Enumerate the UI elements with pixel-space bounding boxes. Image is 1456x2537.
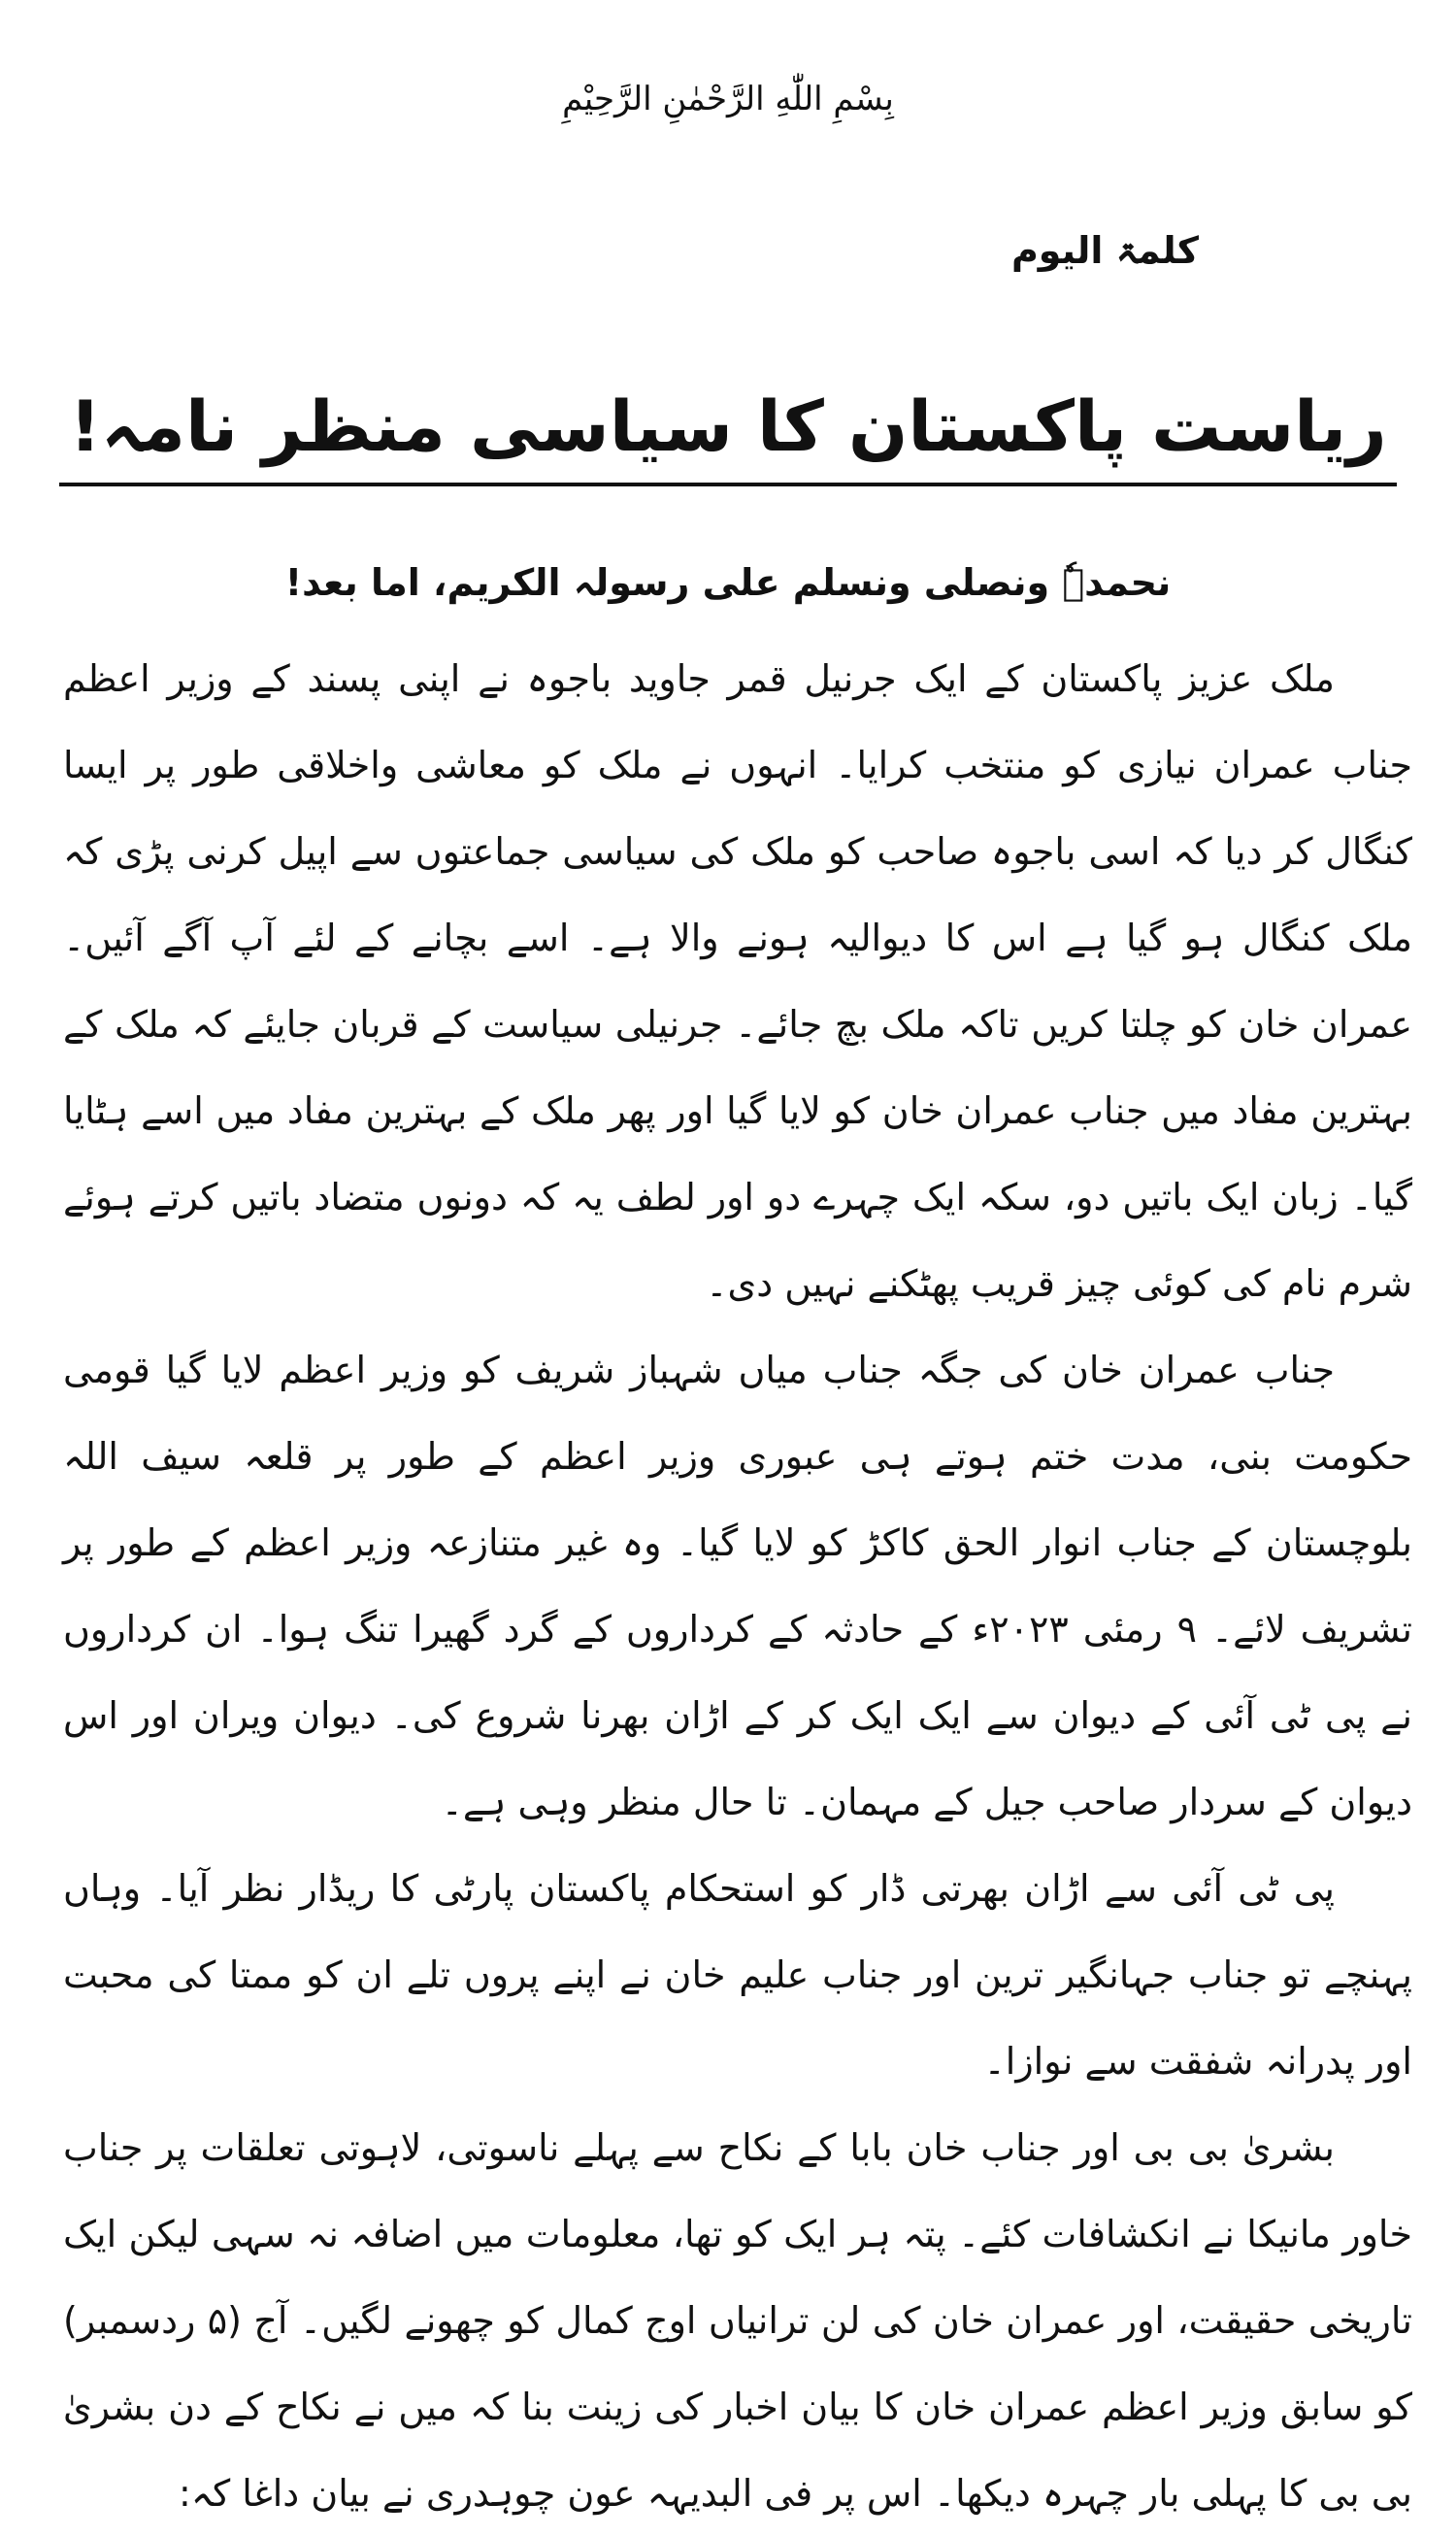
- paragraph: جناب عمران خان کی جگہ جناب میاں شہباز شریف کو وزیر اعظم لایا گیا قومی حکومت بنی، مدت ختم ہوتے ہی عبوری وزیر اعظم کے طور پر قلعہ سیف اللہ بلوچستان کے جناب انوار الحق کاکڑ کو لایا گیا۔ وہ غیر متنازعہ وزیر اعظم کے طور پر تشریف لائے۔ ۹ رمئی ۲۰۲۳ء کے حادثہ کے کرداروں کے گرد گھیرا تنگ ہوا۔ ان کرداروں نے پی ٹی آئی کے دیوان سے ایک ایک کر کے اڑان بھرنا شروع کی۔ دیوان ویران اور اس دیوان کے سردار صاحب جیل کے مہمان۔ تا حال منظر وہی ہے۔: [63, 1349, 1412, 1823]
- opening-greeting: نحمدہٗ ونصلی ونسلم علی رسولہ الکریم، اما بعد!: [284, 561, 1172, 604]
- article-title: ریاست پاکستان کا سیاسی منظر نامہ!: [59, 388, 1396, 486]
- paragraph: ملک عزیز پاکستان کے ایک جرنیل قمر جاوید باجوہ نے اپنی پسند کے وزیر اعظم جناب عمران نیازی کو منتخب کرایا۔ انہوں نے ملک کو معاشی واخلاقی طور پر ایسا کنگال کر دیا کہ اسی باجوہ صاحب کو ملک کی سیاسی جماعتوں سے اپیل کرنی پڑی کہ ملک کنگال ہو گیا ہے اس کا دیوالیہ ہونے والا ہے۔ اسے بچانے کے لئے آپ آگے آئیں۔ عمران خان کو چلتا کریں تاکہ ملک بچ جائے۔ جرنیلی سیاست کے قربان جایئے کہ ملک کے بہترین مفاد میں جناب عمران خان کو لایا گیا اور پھر ملک کے بہترین مفاد میں اسے ہٹایا گیا۔ زبان ایک باتیں دو، سکہ ایک چہرے دو اور لطف یہ کہ دونوں متضاد باتیں کرتے ہوئے شرم نام کی کوئی چیز قریب پھٹکنے نہیں دی۔: [63, 657, 1413, 1305]
- bismillah-calligraphy: بِسْمِ اللّٰهِ الرَّحْمٰنِ الرَّحِيْمِ: [562, 80, 894, 118]
- paragraph: بشریٰ بی بی اور جناب خان بابا کے نکاح سے پہلے ناسوتی، لاہوتی تعلقات پر جناب خاور مانیکا نے انکشافات کئے۔ پتہ ہر ایک کو تھا، معلومات میں اضافہ نہ سہی لیکن ایک تاریخی حقیقت، اور عمران خان کی لن ترانیاں اوج کمال کو چھونے لگیں۔ آج (۵ ردسمبر) کو سابق وزیر اعظم عمران خان کا بیان اخبار کی زینت بنا کہ میں نے نکاح کے دن بشریٰ بی بی کا پہلی بار چہرہ دیکھا۔ اس پر فی البدیہہ عون چوہدری نے بیان داغا کہ:: [63, 2126, 1413, 2515]
- paragraph: پی ٹی آئی سے اڑان بھرتی ڈار کو استحکام پاکستان پارٹی کا ریڈار نظر آیا۔ وہاں پہنچے تو جناب جہانگیر ترین اور جناب علیم خان نے اپنے پروں تلے ان کو ممتا کی محبت اور پدرانہ شفقت سے نوازا۔: [63, 1867, 1412, 2083]
- article-body: [63, 636, 1412, 2537]
- column-label: کلمۃ الیوم: [1010, 229, 1199, 272]
- title-container: [0, 385, 1456, 486]
